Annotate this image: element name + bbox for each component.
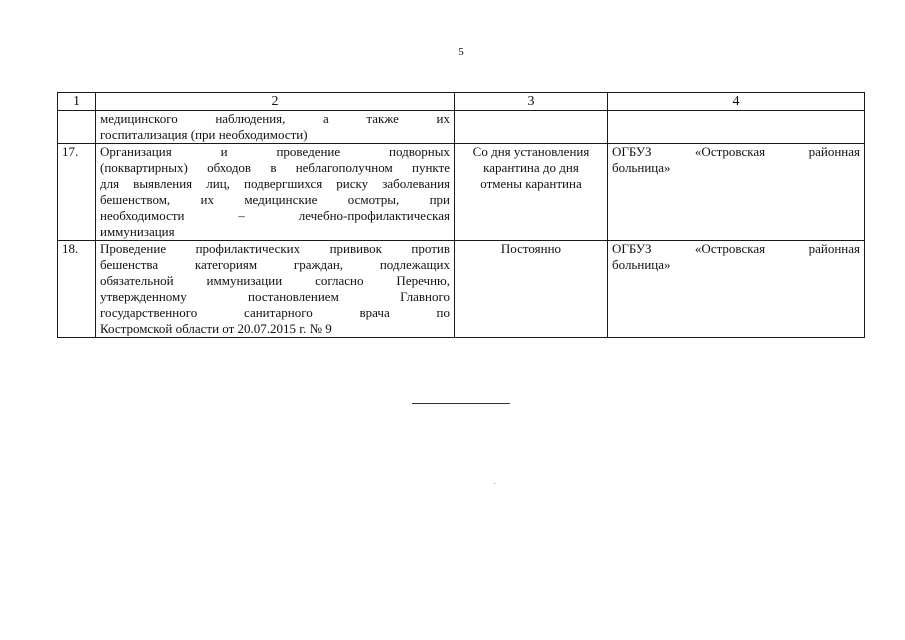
row-number: 17. bbox=[58, 144, 96, 241]
description-line: бешенства категориям граждан, подлежащих bbox=[100, 257, 450, 272]
measure-description bbox=[96, 111, 455, 144]
header-col-3: 3 bbox=[455, 93, 608, 111]
description-line: обязательной иммунизации согласно Перечню, bbox=[100, 273, 450, 288]
end-of-document-rule bbox=[412, 403, 510, 404]
header-col-1: 1 bbox=[58, 93, 96, 111]
description-line: бешенством, их медицинские осмотры, при bbox=[100, 192, 450, 207]
table-row bbox=[58, 144, 865, 241]
description-line: иммунизация bbox=[100, 224, 175, 239]
description-line: госпитализация (при необходимости) bbox=[100, 127, 308, 142]
description-line: для выявления лиц, подвергшихся риску заболевания bbox=[100, 176, 450, 191]
description-line: утвержденному постановлением Главного bbox=[100, 289, 450, 304]
row-number bbox=[58, 111, 96, 144]
measure-period bbox=[455, 241, 608, 338]
measure-description bbox=[96, 144, 455, 241]
page-number: 5 bbox=[458, 46, 464, 58]
measure-period bbox=[455, 144, 608, 241]
row-number: 18. bbox=[58, 241, 96, 338]
responsible-organization bbox=[608, 111, 865, 144]
responsible-organization bbox=[608, 241, 865, 338]
measures-table bbox=[57, 92, 865, 338]
header-col-4: 4 bbox=[608, 93, 865, 111]
period-line: карантина до дня bbox=[483, 160, 579, 175]
description-line: необходимости – лечебно-профилактическая bbox=[100, 208, 450, 223]
description-line: государственного санитарного врача по bbox=[100, 305, 450, 320]
table-row bbox=[58, 241, 865, 338]
measure-period bbox=[455, 111, 608, 144]
header-col-2: 2 bbox=[96, 93, 455, 111]
header-row bbox=[58, 93, 865, 111]
description-line: медицинского наблюдения, а также их bbox=[100, 111, 450, 126]
organization-line: ОГБУЗ «Островская районная bbox=[612, 241, 860, 256]
organization-line: ОГБУЗ «Островская районная bbox=[612, 144, 860, 159]
period-line: отмены карантина bbox=[480, 176, 582, 191]
period-line: Постоянно bbox=[500, 241, 562, 256]
scan-speck bbox=[494, 483, 495, 484]
description-line: Проведение профилактических прививок против bbox=[100, 241, 450, 256]
organization-line: больница» bbox=[612, 257, 671, 272]
description-line: (поквартирных) обходов в неблагополучном пункте bbox=[100, 160, 450, 175]
measure-description bbox=[96, 241, 455, 338]
table-row-continuation bbox=[58, 111, 865, 144]
period-line: Со дня установления bbox=[472, 144, 590, 159]
organization-line: больница» bbox=[612, 160, 671, 175]
description-line: Организация и проведение подворных bbox=[100, 144, 450, 159]
responsible-organization bbox=[608, 144, 865, 241]
description-line: Костромской области от 20.07.2015 г. № 9 bbox=[100, 321, 332, 336]
